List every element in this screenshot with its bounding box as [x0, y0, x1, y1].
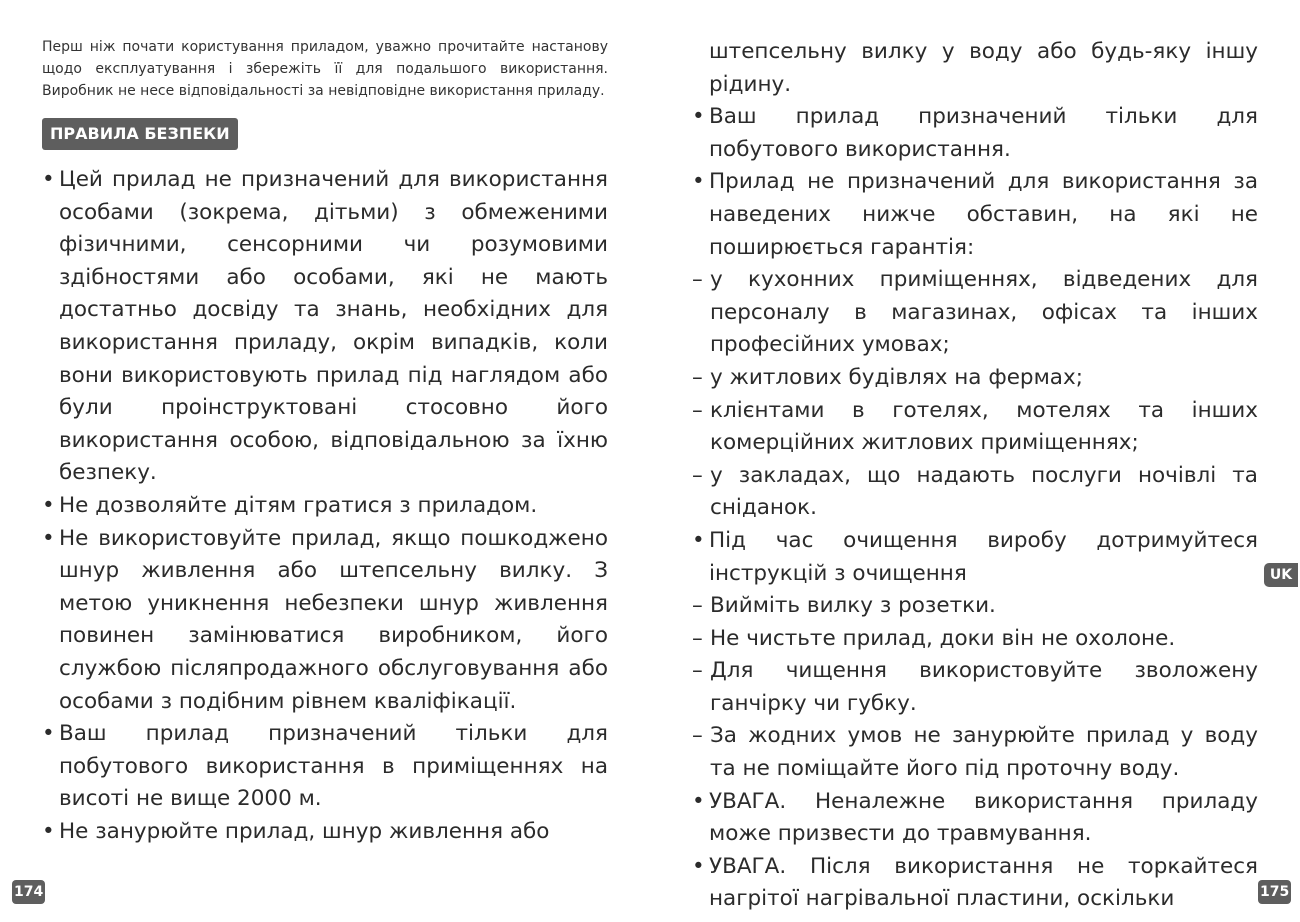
intro-paragraph: Перш ніж почати користування приладом, уважно прочитайте настанову щодо експлуатування і збережіть її для подальшого використання. Виробник не несе відповідальності за невідповідне використання приладу. [42, 39, 608, 99]
dash-item: – клієнтами в готелях, мотелях та інших комерційних житлових приміщеннях; [692, 395, 1258, 460]
cleaning-bullet-list [692, 525, 1258, 590]
warning-item: • УВАГА. Після використання не торкайтеся нагрітої нагрівальної пластини, оскільки [692, 851, 1258, 916]
bullet-item [692, 166, 1258, 264]
bullet-item: • Не занурюйте прилад, шнур живлення або [42, 816, 608, 849]
bullet-item: • Цей прилад не призначений для використання особами (зокрема, дітьми) з обмеженими фізичними, сенсорними чи розумовими здібностями або особами, які не мають достатньо досвіду та знань, необхідних для використання приладу, окрім випадків, коли вони використовують прилад під наглядом або були проінструктовані стосовно його використання особою, відповідальною за їхню безпеку. [42, 164, 608, 490]
continued-text: штепсельну вилку у воду або будь-яку іншу рідину. [709, 39, 1258, 97]
bullet-item: • Не дозволяйте дітям гратися з приладом. [42, 490, 608, 523]
dash-item: – Вийміть вилку з розетки. [692, 590, 1258, 623]
dash-item: – у житлових будівлях на фермах; [692, 362, 1258, 395]
warning-bullet-list [692, 786, 1258, 916]
page-number-left: 174 [12, 880, 45, 904]
bullet-item: • Не використовуйте прилад, якщо пошкоджено шнур живлення або штепсельну вилку. З метою уникнення небезпеки шнур живлення повинен замінюватися виробником, його службою післяпродажного обслуговування або особами з подібним рівнем кваліфікації. [42, 523, 608, 719]
safety-bullet-list-continued [692, 36, 1258, 264]
language-tab: UK [1264, 563, 1298, 587]
bullet-item: • Ваш прилад призначений тільки для побутового використання в приміщеннях на висоті не вище 2000 м. [42, 718, 608, 816]
not-intended-list [692, 264, 1258, 525]
right-page-column [692, 36, 1258, 916]
bullet-item: • Ваш прилад призначений тільки для побутового використання. [692, 101, 1258, 166]
section-title-safety: ПРАВИЛА БЕЗПЕКИ [42, 118, 238, 150]
left-page-column [42, 36, 608, 848]
bullet-text: Прилад не призначений для використання за наведених нижче обставин, на які не поширюється гарантія: [709, 169, 1258, 260]
bullet-item: • Під час очищення виробу дотримуйтеся інструкцій з очищення [692, 525, 1258, 590]
warning-item: • УВАГА. Неналежне використання приладу може призвести до травмування. [692, 786, 1258, 851]
dash-item: – Не чистьте прилад, доки він не охолоне. [692, 623, 1258, 656]
dash-item: – Для чищення використовуйте зволожену ганчірку чи губку. [692, 655, 1258, 720]
dash-item: – у кухонних приміщеннях, відведених для персоналу в магазинах, офісах та інших професійних умовах; [692, 264, 1258, 362]
safety-bullet-list [42, 164, 608, 848]
dash-item: – у закладах, що надають послуги ночівлі та сніданок. [692, 460, 1258, 525]
page-number-right: 175 [1258, 880, 1291, 904]
dash-item: – За жодних умов не занурюйте прилад у воду та не поміщайте його під проточну воду. [692, 720, 1258, 785]
cleaning-list [692, 590, 1258, 786]
